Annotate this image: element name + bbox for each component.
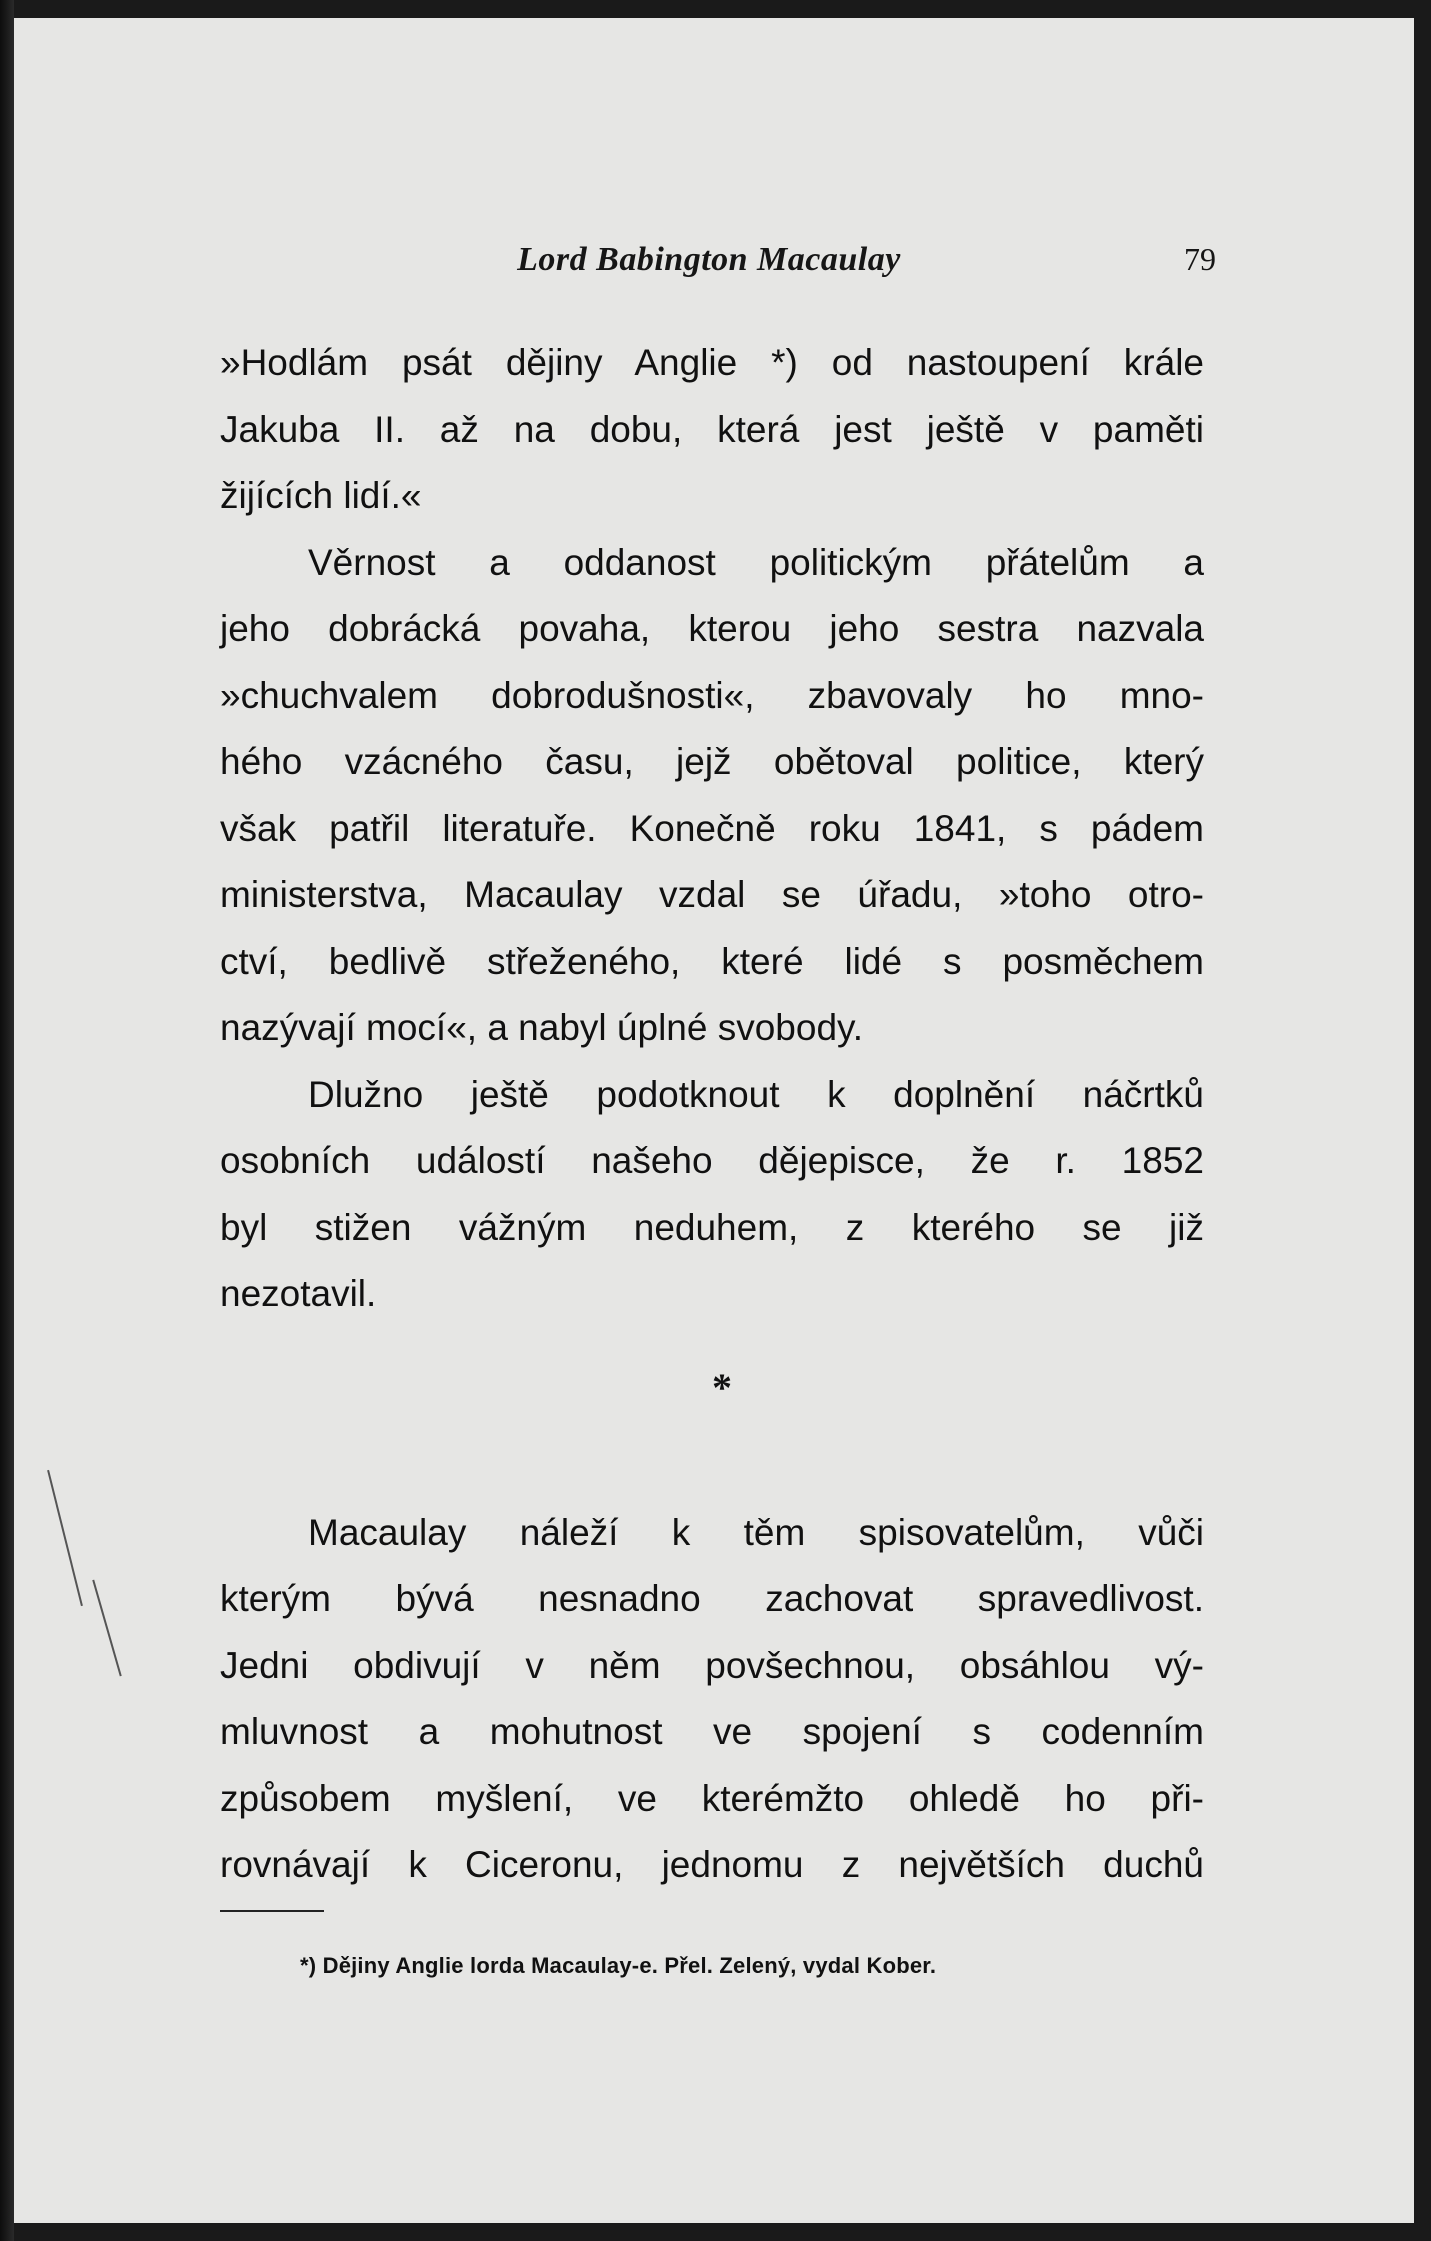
running-title: Lord Babington Macaulay (517, 241, 901, 278)
text-line: žijících lidí.« (220, 475, 422, 516)
text-line: způsobem myšlení, ve kterémžto ohledě ho při- (220, 1777, 1204, 1819)
text-line: osobních událostí našeho dějepisce, že r. 1852 (220, 1140, 1204, 1181)
text-line: rovnávají k Ciceronu, jednomu z největších duchů (220, 1844, 1204, 1885)
scan-artifact (92, 1580, 121, 1677)
scan-border (0, 0, 14, 2241)
page-header (204, 223, 1214, 283)
text-line: nazývají mocí«, a nabyl úplné svobody. (220, 1007, 864, 1048)
text-line: kterým bývá nesnadno zachovat spravedlivost. (220, 1578, 1204, 1619)
text-line: Jedni obdivují v něm povšechnou, obsáhlou vý- (220, 1644, 1204, 1686)
text-line: Věrnost a oddanost politickým přátelům a (308, 541, 1204, 583)
text-line: Dlužno ještě podotknout k doplnění náčrtků (308, 1073, 1204, 1115)
book-page (14, 18, 1414, 2223)
text-line: nezotavil. (220, 1273, 377, 1314)
footnote-rule (220, 1910, 324, 1912)
scan-artifact (47, 1470, 83, 1606)
text-line: hého vzácného času, jejž obětoval politice, který (220, 741, 1204, 782)
text-line: »Hodlám psát dějiny Anglie *) od nastoupení krále (220, 342, 1204, 383)
section-separator: * (712, 1364, 732, 1410)
text-line: byl stižen vážným neduhem, z kterého se již (220, 1206, 1204, 1248)
body-text (220, 330, 1204, 1899)
text-line: Jakuba II. až na dobu, která jest ještě v paměti (220, 408, 1204, 450)
text-line: »chuchvalem dobrodušnosti«, zbavovaly ho mno- (220, 674, 1204, 716)
footnote: *) Dějiny Anglie lorda Macaulay-e. Přel. Zelený, vydal Kober. (300, 1953, 937, 1978)
page-number: 79 (1184, 241, 1216, 277)
text-line: ctví, bedlivě střeženého, které lidé s posměchem (220, 940, 1204, 982)
text-line: Macaulay náleží k těm spisovatelům, vůči (308, 1511, 1204, 1553)
text-line: mluvnost a mohutnost ve spojení s codenním (220, 1711, 1204, 1752)
text-line: ministerstva, Macaulay vzdal se úřadu, »toho otro- (220, 874, 1204, 915)
text-line: však patřil literatuře. Konečně roku 1841, s pádem (220, 807, 1204, 849)
text-line: jeho dobrácká povaha, kterou jeho sestra nazvala (220, 608, 1204, 649)
